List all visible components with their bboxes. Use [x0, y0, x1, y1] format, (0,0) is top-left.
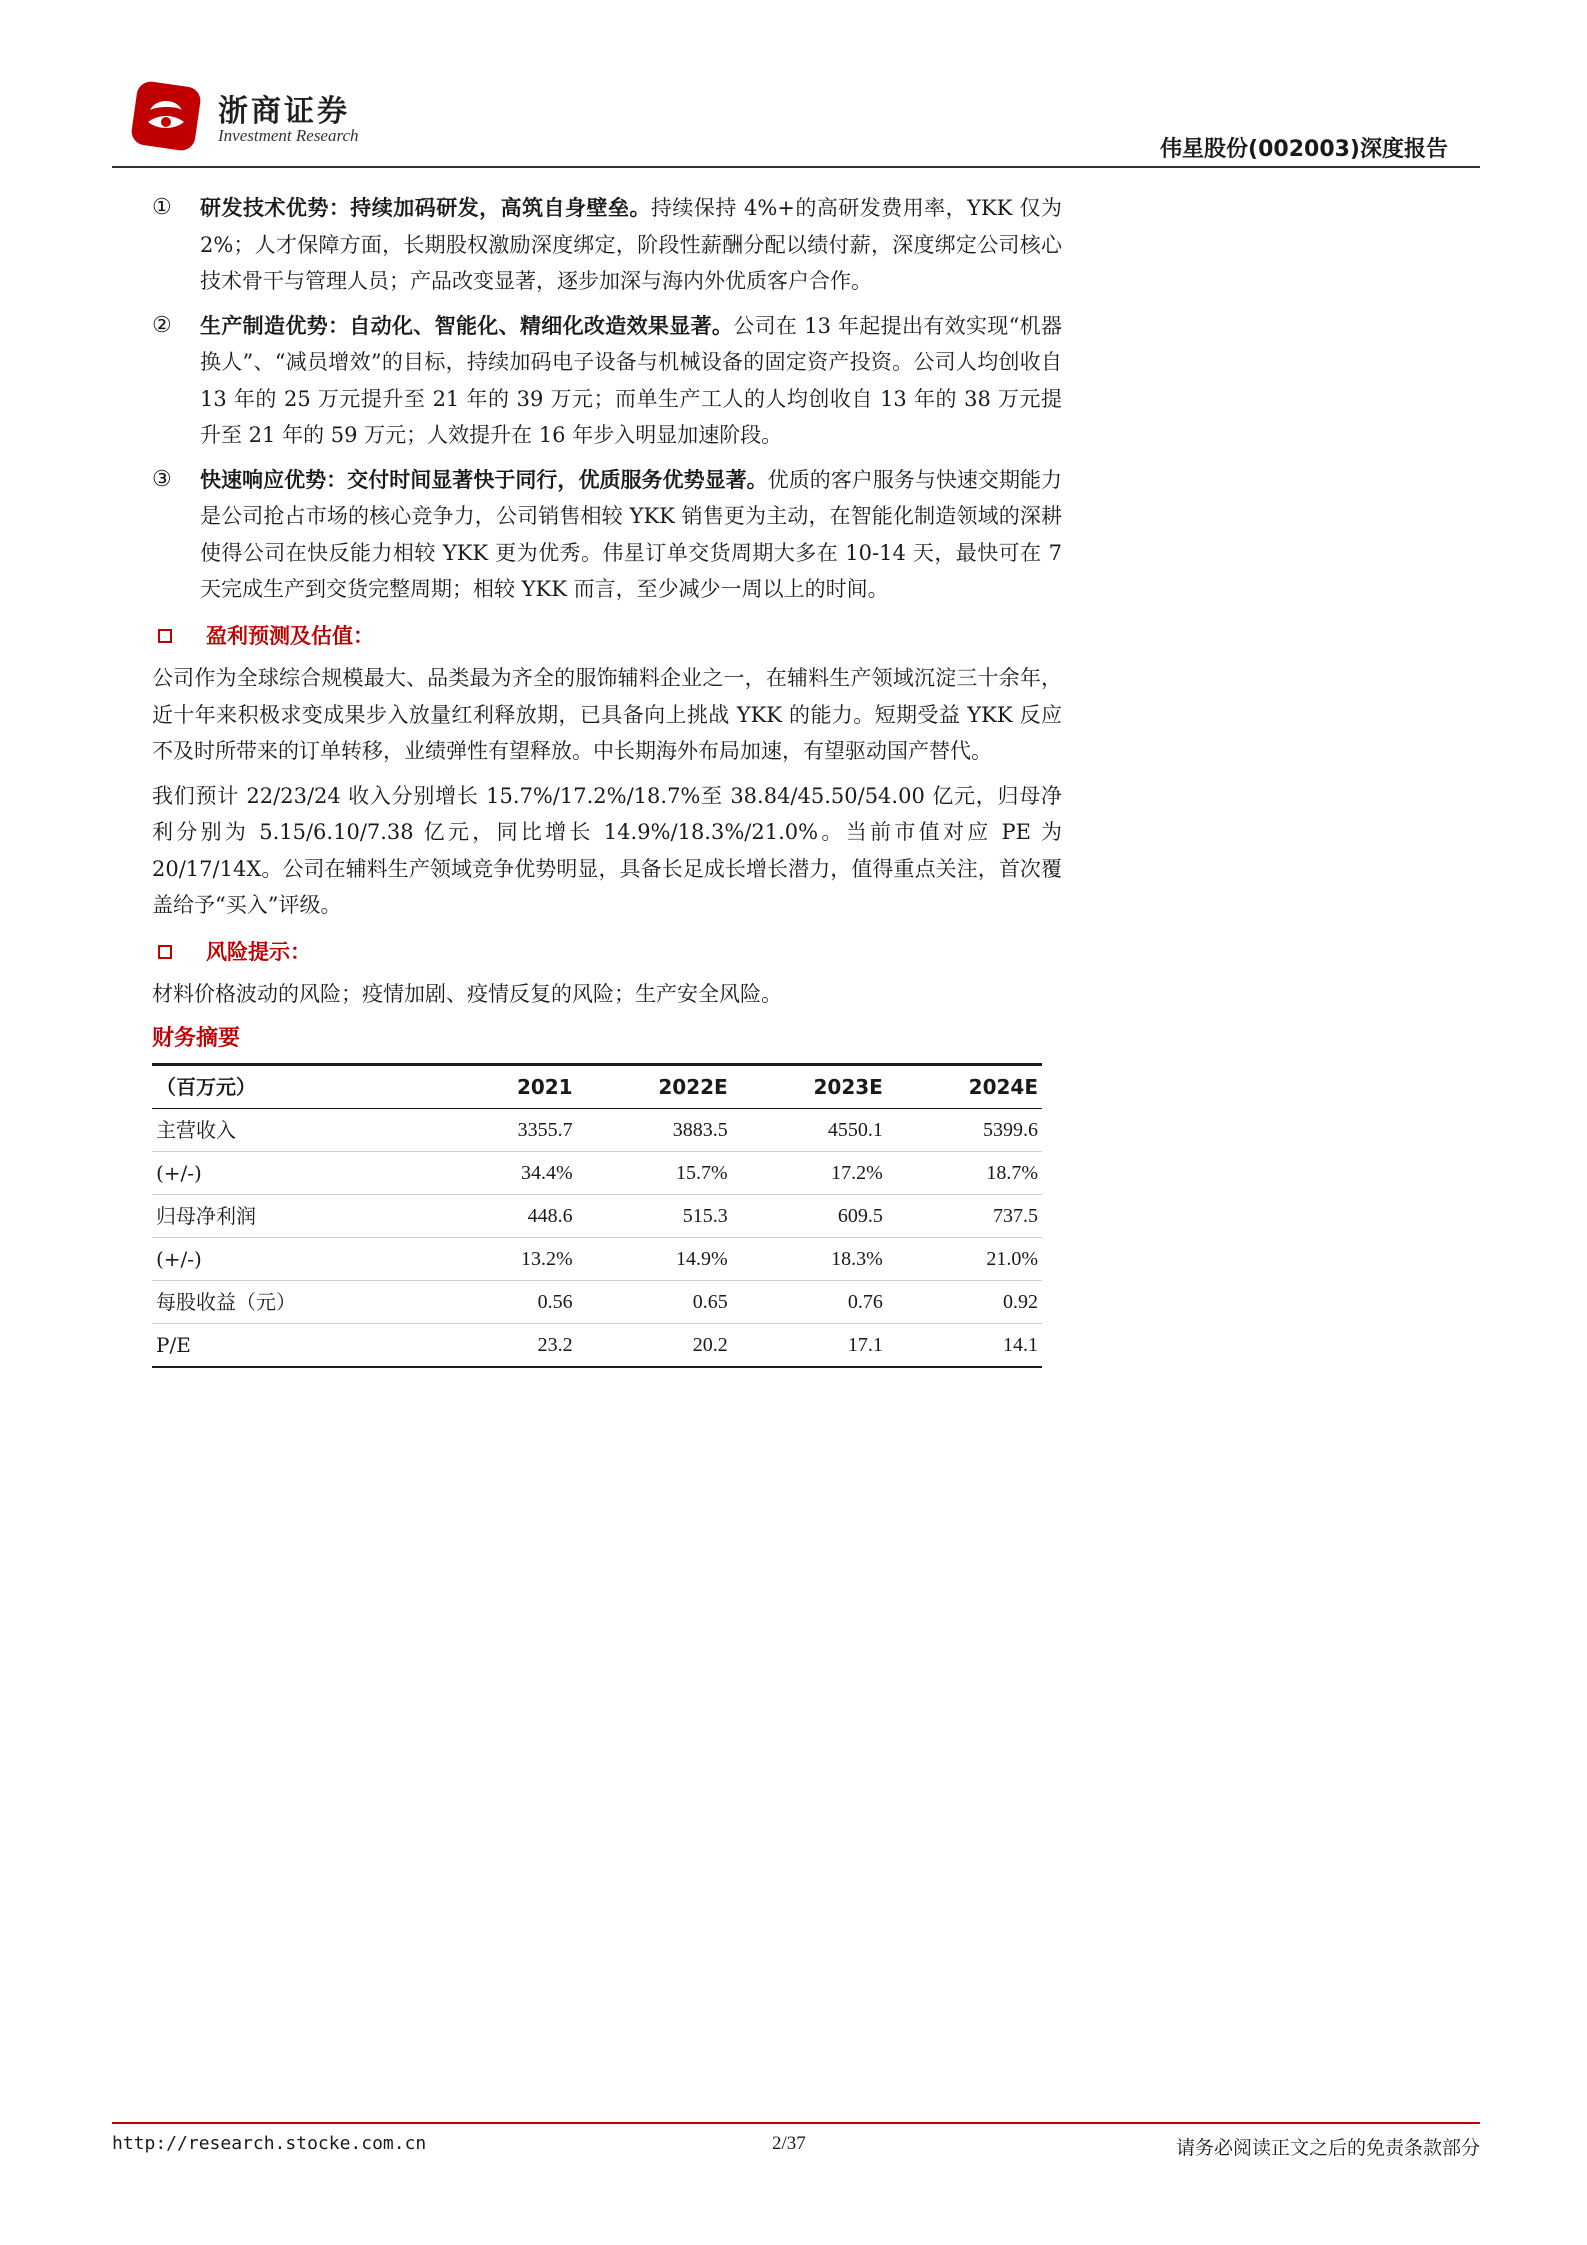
- paragraph: 我们预计 22/23/24 收入分别增长 15.7%/17.2%/18.7%至 38.84/45.50/54.00 亿元，归母净利分别为 5.15/6.10/7.38 亿元，同比增长 14.9%/18.3%/21.0%。当前市值对应 PE 为 20/17/14X。公司在辅料生产领域竞争优势明显，具备长足成长增长潜力，值得重点关注，首次覆盖给予“买入”评级。: [152, 783, 1062, 917]
- checkbox-square-icon: [158, 629, 172, 643]
- table-cell: 609.5: [732, 1195, 887, 1238]
- paragraph: 公司作为全球综合规模最大、品类最为齐全的服饰辅料企业之一，在辅料生产领域沉淀三十余年，近十年来积极求变成果步入放量红利释放期，已具备向上挑战 YKK 的能力。短期受益 YKK 反应不及时所带来的订单转移，业绩弹性有望释放。中长期海外布局加速，有望驱动国产替代。: [152, 666, 1062, 763]
- footer-url-link[interactable]: http://research.stocke.com.cn: [112, 2133, 427, 2154]
- table-cell: P/E: [152, 1324, 449, 1368]
- financial-summary-table: [152, 1063, 1042, 1368]
- advantage-text: [200, 308, 1062, 454]
- advantage-number: ②: [152, 312, 172, 338]
- table-cell: 主营收入: [152, 1109, 449, 1152]
- table-cell: 0.92: [887, 1281, 1042, 1324]
- table-cell: 17.2%: [732, 1152, 887, 1195]
- section-heading-risk: [152, 934, 1062, 971]
- header-divider: [112, 166, 1480, 168]
- table-cell: 0.76: [732, 1281, 887, 1324]
- advantage-number: ①: [152, 195, 172, 220]
- advantage-item: [152, 190, 1062, 300]
- financial-summary-title: 财务摘要: [152, 1025, 241, 1051]
- column-header: 2021: [449, 1065, 577, 1109]
- table-cell: 17.1: [732, 1324, 887, 1368]
- table-row: [152, 1109, 1042, 1152]
- advantage-detail: 优质的客户服务与快速交期能力是公司抢占市场的核心竞争力，公司销售相较 YKK 销售更为主动，在智能化制造领域的深耕使得公司在快反能力相较 YKK 更为优秀。伟星订单交货周期大多在 10-14 天，最快可在 7 天完成生产到交货完整周期；相较 YKK 而言，至少减少一周以上的时间。: [200, 467, 1063, 601]
- table-cell: 14.9%: [577, 1238, 732, 1281]
- table-cell: 每股收益（元）: [152, 1281, 449, 1324]
- advantage-detail: 持续保持 4%+的高研发费用率，YKK 仅为 2%；人才保障方面，长期股权激励深度绑定，阶段性薪酬分配以绩付薪，深度绑定公司核心技术骨干与管理人员；产品改变显著，逐步加深与海内外优质客户合作。: [200, 196, 1062, 293]
- table-cell: 3355.7: [449, 1109, 577, 1152]
- table-cell: 20.2: [577, 1324, 732, 1368]
- table-header-row: [152, 1065, 1042, 1109]
- table-cell: 0.65: [577, 1281, 732, 1324]
- table-cell: 448.6: [449, 1195, 577, 1238]
- table-cell: (+/-): [152, 1152, 449, 1195]
- table-cell: 0.56: [449, 1281, 577, 1324]
- table-cell: 13.2%: [449, 1238, 577, 1281]
- table-row: [152, 1152, 1042, 1195]
- table-row: [152, 1281, 1042, 1324]
- advantage-detail: 公司在 13 年起提出有效实现“机器换人”、“减员增效”的目标，持续加码电子设备与机械设备的固定资产投资。公司人均创收自 13 年的 25 万元提升至 21 年的 39 万元；而单生产工人的人均创收自 13 年的 38 万元提升至 21 年的 59 万元；人效提升在 16 年步入明显加速阶段。: [200, 313, 1063, 447]
- table-cell: 34.4%: [449, 1152, 577, 1195]
- advantage-item: [152, 462, 1062, 608]
- table-cell: 18.3%: [732, 1238, 887, 1281]
- advantage-heading: 生产制造优势：自动化、智能化、精细化改造效果显著。: [200, 313, 734, 338]
- table-row: [152, 1324, 1042, 1368]
- table-cell: 14.1: [887, 1324, 1042, 1368]
- section-heading-label: 盈利预测及估值：: [206, 623, 374, 648]
- paragraph: 材料价格波动的风险；疫情加剧、疫情反复的风险；生产安全风险。: [152, 982, 782, 1006]
- section-heading-label: 风险提示：: [206, 939, 311, 964]
- main-content: [152, 190, 1062, 1368]
- table-cell: 4550.1: [732, 1109, 887, 1152]
- footer-divider: [112, 2122, 1480, 2124]
- page-header: [112, 72, 1480, 168]
- column-header: 2023E: [732, 1065, 887, 1109]
- table-row: [152, 1238, 1042, 1281]
- advantage-number: ③: [152, 466, 172, 492]
- advantage-item: [152, 308, 1062, 454]
- section-heading-profit: [152, 618, 1062, 655]
- footer-disclaimer: 请务必阅读正文之后的免责条款部分: [1175, 2137, 1480, 2159]
- table-row: [152, 1195, 1042, 1238]
- table-cell: 3883.5: [577, 1109, 732, 1152]
- table-cell: 归母净利润: [152, 1195, 449, 1238]
- logo-icon: [130, 80, 202, 152]
- advantage-text: [200, 462, 1062, 608]
- column-header: 2022E: [577, 1065, 732, 1109]
- column-header: （百万元）: [152, 1065, 449, 1109]
- table-cell: 23.2: [449, 1324, 577, 1368]
- table-cell: (+/-): [152, 1238, 449, 1281]
- checkbox-square-icon: [158, 945, 172, 959]
- column-header: 2024E: [887, 1065, 1042, 1109]
- table-cell: 21.0%: [887, 1238, 1042, 1281]
- logo-name-cn: 浙商证券: [218, 94, 350, 129]
- table-cell: 737.5: [887, 1195, 1042, 1238]
- table-cell: 15.7%: [577, 1152, 732, 1195]
- table-cell: 5399.6: [887, 1109, 1042, 1152]
- report-title: 伟星股份(002003)深度报告: [1160, 137, 1448, 162]
- advantage-heading: 研发技术优势：持续加码研发，高筑自身壁垒。: [200, 196, 651, 220]
- logo-name-en: Investment Research: [218, 126, 359, 145]
- advantage-text: [200, 190, 1062, 300]
- advantage-heading: 快速响应优势：交付时间显著快于同行，优质服务优势显著。: [200, 467, 768, 492]
- table-cell: 18.7%: [887, 1152, 1042, 1195]
- table-cell: 515.3: [577, 1195, 732, 1238]
- page-number: 2/37: [772, 2133, 806, 2154]
